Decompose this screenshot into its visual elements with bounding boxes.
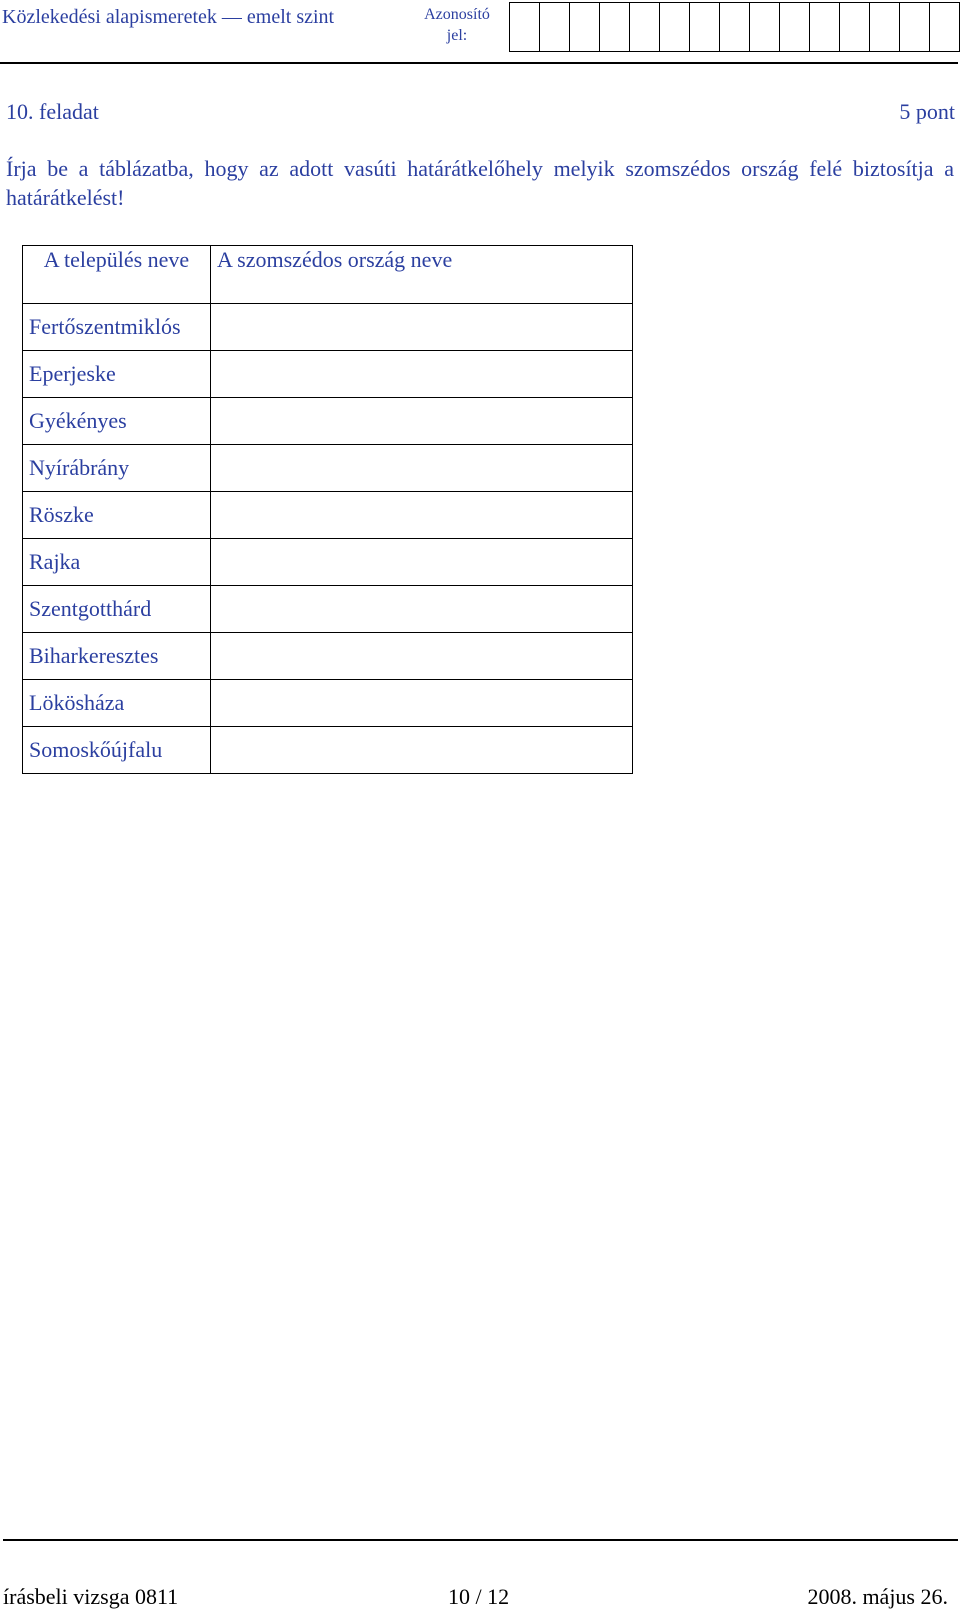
identifier-box[interactable]	[930, 2, 960, 52]
country-answer-cell[interactable]	[211, 680, 633, 727]
identifier-box[interactable]	[690, 2, 720, 52]
footer-page-number: 10 / 12	[448, 1584, 510, 1609]
settlement-name-cell: Szentgotthárd	[23, 586, 211, 633]
footer-exam-code: írásbeli vizsga 0811	[3, 1584, 179, 1609]
settlement-name-cell: Biharkeresztes	[23, 633, 211, 680]
country-answer-cell[interactable]	[211, 727, 633, 774]
task-points: 5 pont	[899, 99, 955, 124]
identifier-box[interactable]	[510, 2, 540, 52]
identifier-box[interactable]	[840, 2, 870, 52]
table-row	[23, 586, 633, 633]
identifier-box[interactable]	[870, 2, 900, 52]
header-country-name: A szomszédos ország neve	[211, 246, 633, 304]
identifier-boxes	[509, 2, 960, 52]
identifier-box[interactable]	[720, 2, 750, 52]
identifier-box[interactable]	[750, 2, 780, 52]
exam-title: Közlekedési alapismeretek — emelt szint	[2, 6, 335, 28]
header-settlement-name: A település neve	[23, 246, 211, 304]
task-title: 10. feladat	[6, 99, 99, 124]
footer-date: 2008. május 26.	[807, 1584, 948, 1609]
identifier-box[interactable]	[570, 2, 600, 52]
identifier-box[interactable]	[780, 2, 810, 52]
settlement-name-cell: Lökösháza	[23, 680, 211, 727]
country-answer-cell[interactable]	[211, 492, 633, 539]
settlement-name-cell: Röszke	[23, 492, 211, 539]
identifier-box[interactable]	[660, 2, 690, 52]
settlement-name-cell: Nyírábrány	[23, 445, 211, 492]
settlement-name-cell: Fertőszentmiklós	[23, 304, 211, 351]
table-row	[23, 304, 633, 351]
table-row	[23, 445, 633, 492]
identifier-box[interactable]	[810, 2, 840, 52]
country-answer-cell[interactable]	[211, 351, 633, 398]
table-header-row	[23, 246, 633, 304]
identifier-box[interactable]	[900, 2, 930, 52]
identifier-box[interactable]	[600, 2, 630, 52]
task-instruction: Írja be a táblázatba, hogy az adott vasúti határátkelőhely melyik szomszédos ország felé biztosítja a határátkelést!	[6, 156, 954, 210]
header-divider	[0, 62, 958, 64]
answer-table	[22, 245, 633, 774]
table-row	[23, 680, 633, 727]
settlement-name-cell: Gyékényes	[23, 398, 211, 445]
table-row	[23, 492, 633, 539]
country-answer-cell[interactable]	[211, 398, 633, 445]
table-body	[23, 304, 633, 774]
country-answer-cell[interactable]	[211, 445, 633, 492]
country-answer-cell[interactable]	[211, 304, 633, 351]
table-row	[23, 398, 633, 445]
table-row	[23, 351, 633, 398]
settlement-name-cell: Eperjeske	[23, 351, 211, 398]
footer-divider	[3, 1539, 958, 1541]
table-row	[23, 633, 633, 680]
country-answer-cell[interactable]	[211, 586, 633, 633]
settlement-name-cell: Rajka	[23, 539, 211, 586]
table-row	[23, 539, 633, 586]
identifier-box[interactable]	[630, 2, 660, 52]
settlement-name-cell: Somoskőújfalu	[23, 727, 211, 774]
table-row	[23, 727, 633, 774]
country-answer-cell[interactable]	[211, 633, 633, 680]
country-answer-cell[interactable]	[211, 539, 633, 586]
identifier-label: Azonosító jel:	[424, 6, 490, 44]
identifier-box[interactable]	[540, 2, 570, 52]
